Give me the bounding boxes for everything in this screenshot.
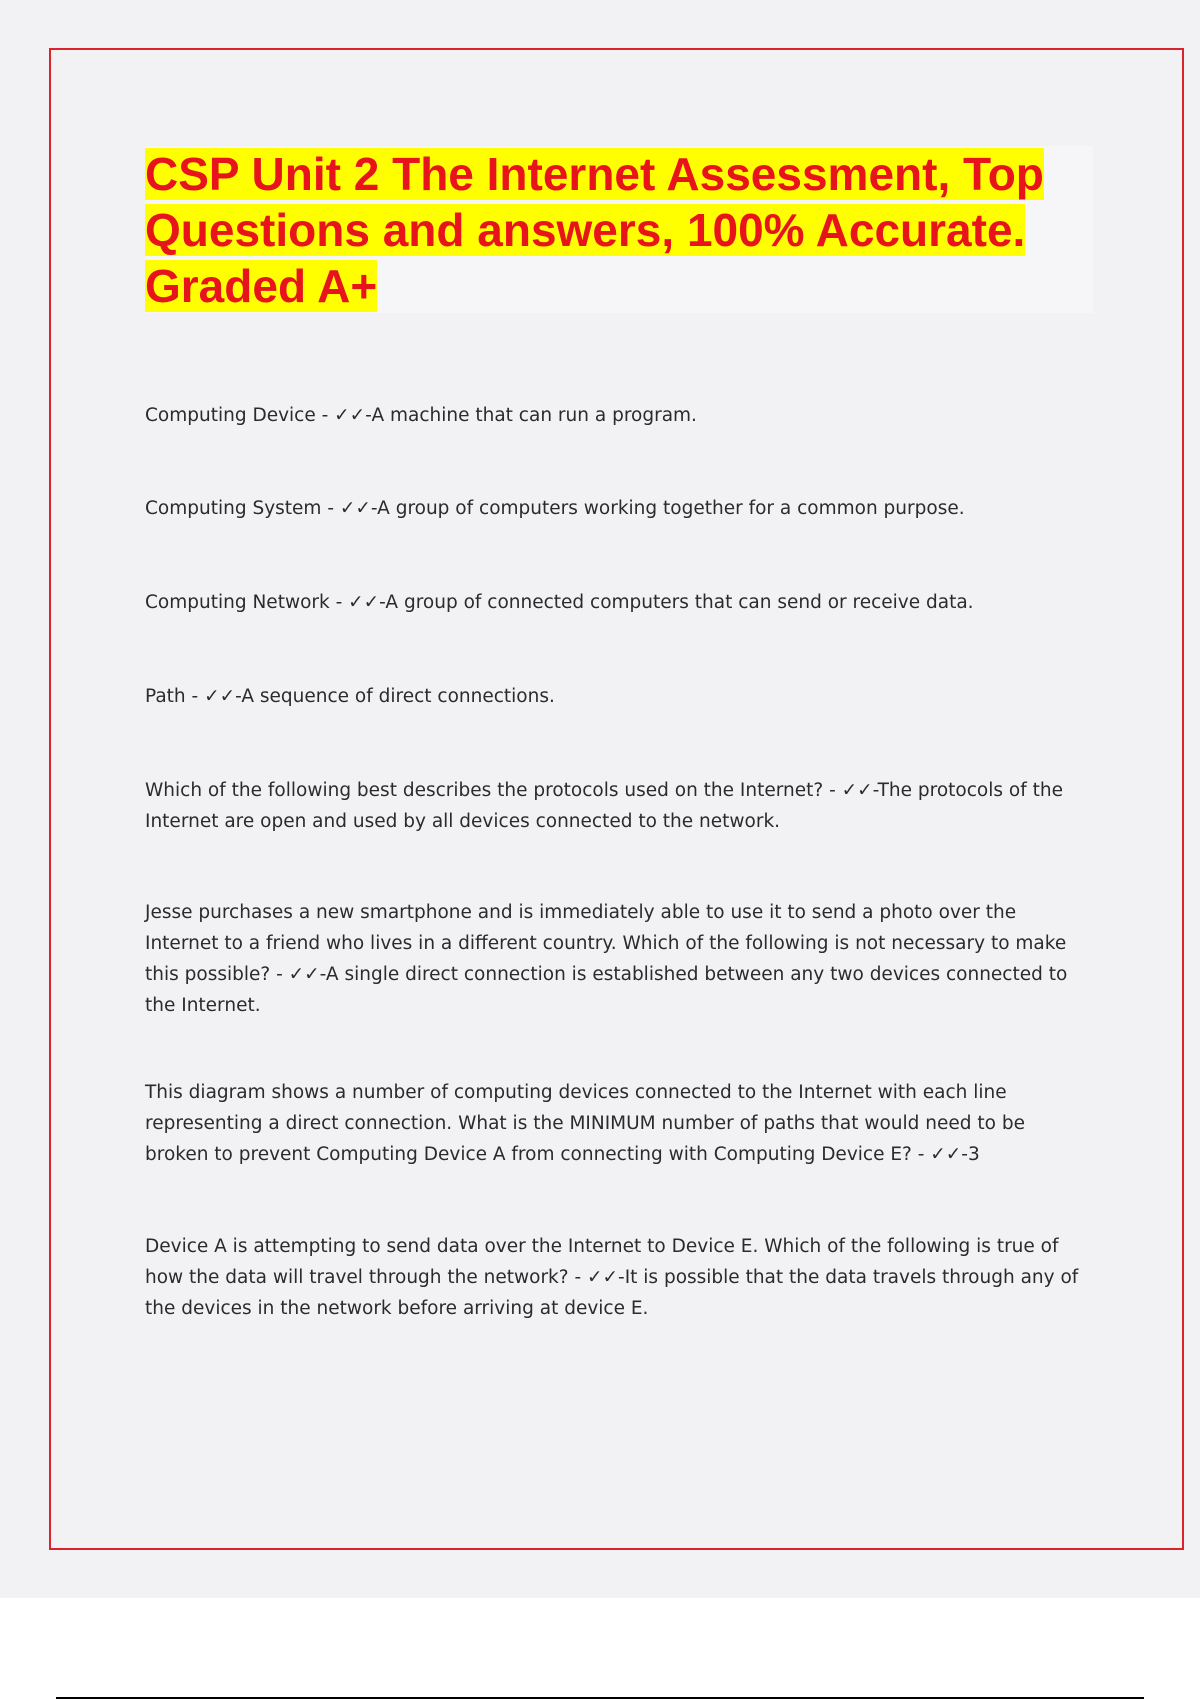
qa-item-computing-device: Computing Device - ✓✓-A machine that can run a program. (145, 405, 697, 426)
document-title-text: CSP Unit 2 The Internet Assessment, Top Questions and answers, 100% Accurate. Graded A+ (145, 148, 1044, 312)
qa-item-internet-protocols: Which of the following best describes the protocols used on the Internet? - ✓✓-The protocols of the Internet are open and used by all devices connected to the network. (145, 780, 1063, 832)
document-title (145, 146, 1093, 314)
title-block (145, 146, 1093, 313)
qa-item-smartphone-photo: Jesse purchases a new smartphone and is immediately able to use it to send a photo over the Internet to a friend who lives in a different country. Which of the following is not necessary to make this possible? - ✓✓-A single direct connection is established between any two devices connected to the Internet. (145, 902, 1068, 1016)
qa-item-computing-system: Computing System - ✓✓-A group of computers working together for a common purpose. (145, 498, 965, 519)
qa-item-computing-network: Computing Network - ✓✓-A group of connected computers that can send or receive data. (145, 592, 974, 613)
qa-item-minimum-paths: This diagram shows a number of computing devices connected to the Internet with each line representing a direct connection. What is the MINIMUM number of paths that would need to be broken to prevent Computing Device A from connecting with Computing Device E? - ✓✓-3 (145, 1082, 1025, 1165)
bottom-rule (56, 1697, 1144, 1699)
qa-item-data-travel: Device A is attempting to send data over the Internet to Device E. Which of the following is true of how the data will travel through the network? - ✓✓-It is possible that the data travels through any of the devices in the network before arriving at device E. (145, 1236, 1079, 1319)
qa-item-path: Path - ✓✓-A sequence of direct connections. (145, 686, 555, 707)
